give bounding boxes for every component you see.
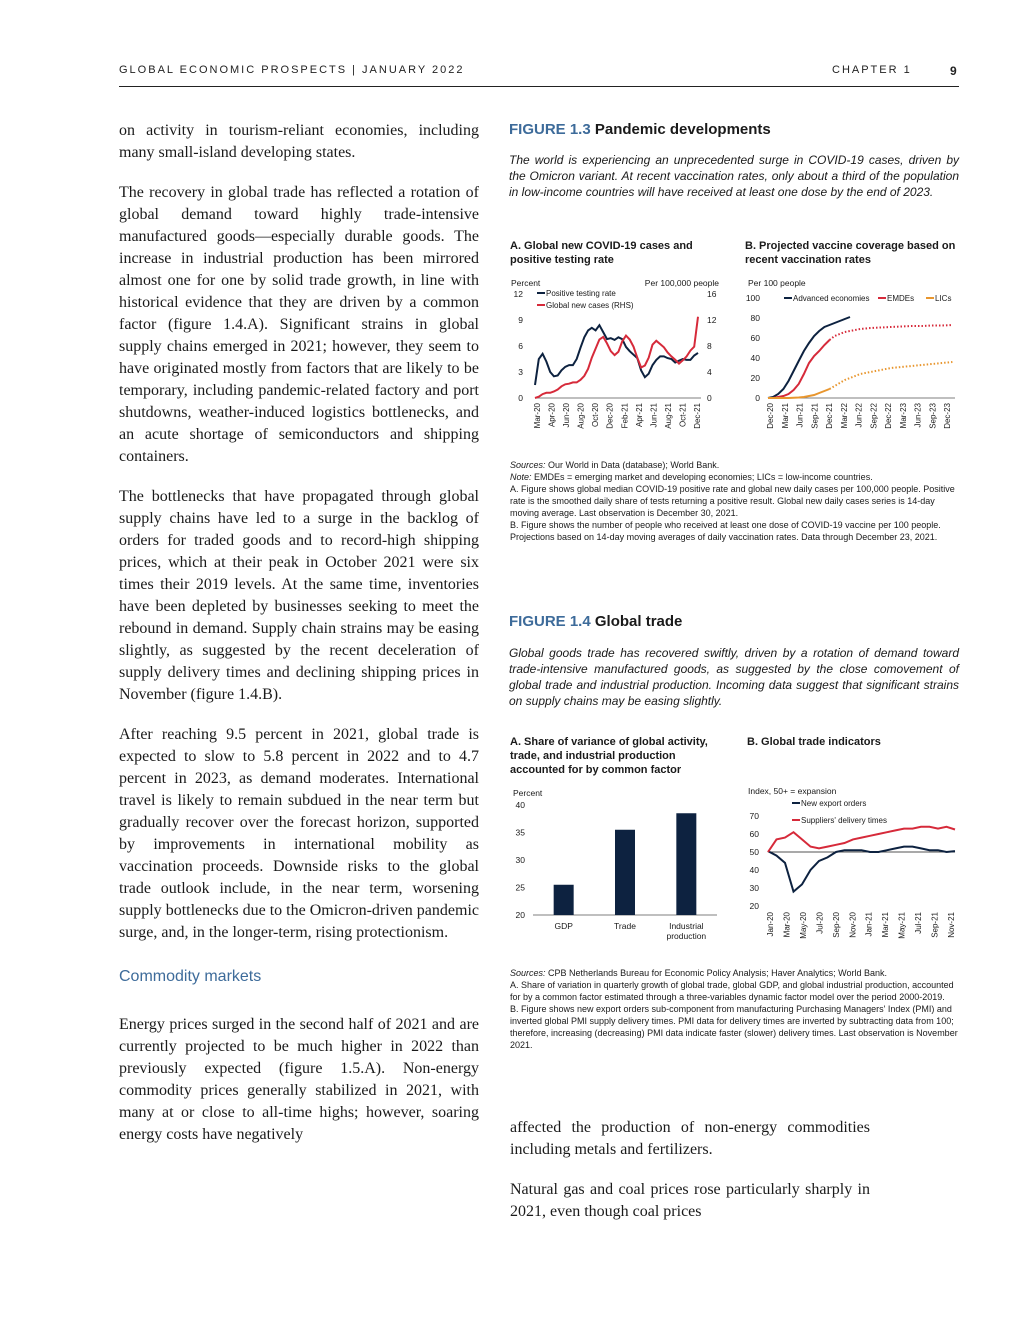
figure-1-3-subtitle: The world is experiencing an unprecedented surge in COVID-19 cases, driven by the Omicron variant. At recent vaccination rates, only about a third of the population in low-income countries will have received at least one dose by the end of 2023.: [509, 153, 959, 199]
figure-1-4a-title: A. Share of variance of global activity, trade, and industrial production accounted for by common factor: [510, 736, 708, 776]
x-tick-label: Feb-21: [620, 403, 630, 429]
note-b: B. Figure shows new export orders sub-component from manufacturing Purchasing Managers' Index (PMI) and inverted global PMI supply delivery times. PMI data for delivery times are inverted by subtracting data from 100; therefore, increasing (decreasing) PMI data indicate faster (slower) delivery times. Last observation is November 2021.: [510, 1004, 958, 1050]
figure-1-3a-title: A. Global new COVID-19 cases and positive testing rate: [510, 240, 693, 266]
y-tick-label-left: 0: [518, 393, 523, 403]
x-tick-label: Mar-21: [881, 912, 891, 938]
sources-text: Our World in Data (database); World Bank.: [548, 460, 720, 470]
bar-trade: [615, 830, 635, 915]
y-tick-label: 20: [749, 901, 759, 911]
y-tick-label-right: 12: [707, 315, 717, 325]
x-tick-label: Mar-20: [533, 403, 542, 429]
figure-1-3-notes: [510, 459, 960, 543]
y-tick-label: 0: [755, 393, 760, 403]
chart-1-3b: [740, 272, 965, 447]
figure-1-4-title: [509, 613, 682, 630]
legend-label: Global new cases (RHS): [546, 301, 634, 310]
x-tick-label: Sep-23: [928, 403, 938, 429]
category-label: production: [666, 931, 707, 941]
y-tick-label: 80: [750, 313, 760, 323]
x-tick-label: Nov-20: [848, 912, 858, 938]
x-tick-label: Dec-20: [605, 403, 615, 429]
y-tick-label-right: 8: [707, 341, 712, 351]
legend-label: Positive testing rate: [546, 289, 616, 298]
y-tick-label: 70: [749, 811, 759, 821]
y-tick-label: 25: [515, 882, 525, 893]
figure-1-4-notes: [510, 967, 960, 1051]
figure-1-4-subtitle: Global goods trade has recovered swiftly, driven by a rotation of demand toward trade-intensive manufactured goods, as suggested by the close comovement of global trade and industrial production. Incoming data suggest that significant strains on supply chains may be easing slightly.: [509, 646, 959, 708]
legend-label: Advanced economies: [793, 294, 870, 303]
x-tick-label: Jul-20: [815, 912, 825, 934]
x-tick-label: Nov-21: [947, 912, 956, 938]
category-label: Industrial: [669, 921, 704, 931]
left-column: [119, 120, 479, 1164]
figure-1-3-title: [509, 121, 771, 138]
body-paragraph: on activity in tourism-reliant economies, including many small-island developing states.: [119, 122, 479, 161]
x-tick-label: Mar-22: [839, 403, 849, 429]
y-tick-label: 20: [515, 910, 525, 920]
series-line-positive-rate: [535, 325, 698, 385]
x-tick-label: Jun-23: [913, 403, 923, 428]
y-tick-label: 40: [515, 800, 525, 810]
chart-1-3a: [505, 272, 730, 447]
sources-label: Sources:: [510, 460, 546, 470]
x-tick-label: Dec-21: [825, 403, 834, 429]
series-line-new-cases: [535, 317, 698, 398]
y-axis-label: Percent: [513, 788, 543, 798]
chapter-label: CHAPTER 1: [832, 64, 912, 76]
x-tick-label: Jul-21: [914, 912, 924, 934]
y-tick-label-right: 0: [707, 393, 712, 403]
bar-gdp: [554, 885, 574, 915]
note-label: Note:: [510, 472, 532, 482]
right-column-text: [510, 1117, 870, 1241]
series-line-advanced-economies: [768, 317, 850, 398]
note-text: EMDEs = emerging market and developing economies; LICs = low-income countries.: [534, 472, 873, 482]
sources-text: CPB Netherlands Bureau for Economic Policy Analysis; Haver Analytics; World Bank.: [548, 968, 888, 978]
series-projection-emdes: [830, 325, 953, 340]
y-axis-label-left: Percent: [511, 278, 541, 288]
y-axis-label: Index, 50+ = expansion: [748, 786, 837, 796]
y-tick-label: 35: [515, 827, 525, 838]
y-axis-label-right: Per 100,000 people: [644, 278, 719, 288]
body-paragraph: The bottlenecks that have propagated through global supply chains have led to a surge in the backlog of orders for traded goods and to record-high shipping prices, which at their peak in October 2021 were six times their 2019 levels. At the same time, inventories have been depleted by businesses seeking to meet the rebound in demand. Supply chain strains may be easing slightly, as suggested by the recent deceleration of supply delivery times and declining shipping prices in November (figure 1.4.B).: [119, 488, 479, 703]
category-label: GDP: [554, 921, 573, 931]
y-tick-label-left: 6: [518, 341, 523, 351]
y-tick-label: 50: [749, 847, 759, 857]
x-tick-label: Oct-20: [591, 403, 601, 428]
x-tick-label: Jun-21: [649, 403, 659, 428]
x-tick-label: Oct-21: [678, 403, 688, 428]
section-heading: Commodity markets: [119, 968, 262, 985]
x-tick-label: Jun-22: [854, 403, 864, 428]
legend-label: EMDEs: [887, 294, 915, 303]
figure-1-4b-title: B. Global trade indicators: [747, 736, 881, 748]
y-tick-label: 100: [745, 293, 760, 303]
x-tick-label: Jun-21: [795, 403, 805, 428]
figure-number: FIGURE 1.4: [509, 613, 591, 630]
x-tick-label: Dec-20: [766, 403, 775, 429]
x-tick-label: Mar-20: [782, 912, 792, 938]
sources-label: Sources:: [510, 968, 546, 978]
figure-title-text: Global trade: [594, 613, 683, 630]
legend-label: LICs: [935, 294, 952, 303]
figure-1-3b-title: B. Projected vaccine coverage based on recent vaccination rates: [745, 240, 956, 266]
series-line-suppliers-delivery-times: [768, 827, 955, 852]
y-tick-label: 40: [750, 353, 760, 363]
body-paragraph: After reaching 9.5 percent in 2021, global trade is expected to slow to 5.8 percent in 2022 and to 4.7 percent in 2023, as demand moderates. International travel is likely to remain subdued in the near term but gradually recover over the forecast horizon, supported by improvements in international mobility as vaccination proceeds. Downside risks to the global trade outlook include, in the near term, worsening supply bottlenecks due to the Omicron-driven pandemic surge, and, in the longer-term, rising protectionism.: [119, 726, 479, 941]
legend-label: New export orders: [801, 799, 867, 808]
bar-industrial-production: [676, 813, 696, 915]
x-tick-label: Mar-21: [780, 403, 790, 429]
note-a: A. Share of variation in quarterly growth of global trade, global GDP, and global industrial production, accounted for by a common factor estimated through a three-variables dynamic factor model over the period 2000-2019.: [510, 980, 954, 1002]
x-tick-label: May-21: [897, 912, 907, 939]
y-axis-label: Per 100 people: [748, 278, 806, 288]
x-tick-label: Sep-21: [810, 403, 820, 429]
series-line-new-export-orders: [768, 847, 955, 892]
y-tick-label-left: 9: [518, 315, 523, 325]
y-tick-label: 60: [749, 829, 759, 839]
body-paragraph: affected the production of non-energy commodities including metals and fertilizers.: [510, 1119, 870, 1158]
x-tick-label: Aug-20: [576, 403, 586, 429]
x-tick-label: Dec-23: [943, 403, 952, 429]
y-tick-label: 40: [749, 865, 759, 875]
y-tick-label: 30: [515, 855, 525, 865]
y-tick-label-right: 4: [707, 367, 712, 377]
x-tick-label: Dec-21: [693, 403, 702, 429]
x-tick-label: Dec-22: [884, 403, 893, 429]
y-tick-label-right: 16: [707, 289, 717, 299]
y-tick-label: 30: [749, 883, 759, 893]
x-tick-label: Jan-21: [864, 912, 874, 937]
x-tick-label: Sep-20: [831, 912, 841, 938]
running-header-title: GLOBAL ECONOMIC PROSPECTS | JANUARY 2022: [119, 64, 465, 76]
chart-1-4b: [740, 783, 965, 948]
x-tick-label: Jan-20: [766, 912, 775, 937]
series-projection-lics: [830, 362, 953, 389]
page-number: 9: [950, 64, 957, 78]
figure-title-text: Pandemic developments: [594, 121, 771, 138]
figure-number: FIGURE 1.3: [509, 121, 591, 138]
y-tick-label: 20: [750, 373, 760, 383]
legend-label: Suppliers' delivery times: [801, 816, 888, 825]
series-line-emdes: [768, 340, 830, 398]
x-tick-label: Sep-22: [869, 403, 879, 429]
note-a: A. Figure shows global median COVID-19 positive rate and global new daily cases per 100,000 people. Positive rate is the smoothed daily share of tests returning a positive result. Global new daily cases series is 14-day moving average. Last observation is December 30, 2021.: [510, 484, 955, 518]
note-b: B. Figure shows the number of people who received at least one dose of COVID-19 vaccine per 100 people. Projections based on 14-day moving averages of daily vaccination rates. Data through December 23, 2021.: [510, 520, 941, 542]
category-label: Trade: [614, 921, 636, 931]
x-tick-label: Mar-23: [898, 403, 908, 429]
x-tick-label: Apr-21: [634, 403, 644, 428]
y-tick-label-left: 12: [513, 289, 523, 299]
x-tick-label: Sep-21: [930, 912, 940, 938]
x-tick-label: Jun-20: [562, 403, 572, 428]
body-paragraph: Energy prices surged in the second half of 2021 and are currently projected to be much higher in 2022 than previously expected (figure 1.5.A). Non-energy commodity prices generally stabilized in 2021, with many at or close to all-time highs; however, soaring energy costs have negatively: [119, 1016, 479, 1143]
header-rule: [119, 86, 959, 87]
y-tick-label-left: 3: [518, 367, 523, 377]
x-tick-label: Aug-21: [663, 403, 673, 429]
body-paragraph: The recovery in global trade has reflected a rotation of global demand toward highly trade-intensive manufactured goods—especially durable goods. The increase in industrial production has been mirrored almost one for one by solid trade growth, in line with historical evidence that they are driven by a common factor (figure 1.4.A). Significant strains in global supply chains emerged in 2021; however, they seem to have originated mostly from factors that are likely to be temporary, including pandemic-related factory and port shutdowns, weather-induced logistics bottlenecks, and an acute shortage of semiconductors and shipping containers.: [119, 184, 479, 465]
y-tick-label: 60: [750, 333, 760, 343]
x-tick-label: May-20: [798, 912, 808, 939]
x-tick-label: Apr-20: [547, 403, 557, 428]
body-paragraph: Natural gas and coal prices rose particularly sharply in 2021, even though coal prices: [510, 1181, 870, 1220]
chart-1-4a: [505, 783, 730, 948]
